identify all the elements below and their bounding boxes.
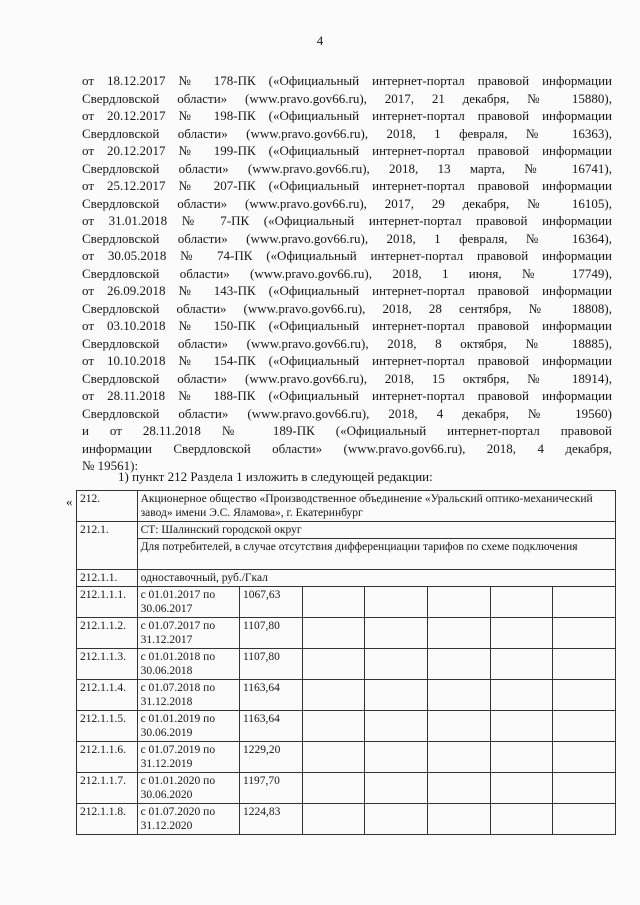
table-row bbox=[77, 587, 616, 618]
table-row bbox=[77, 522, 616, 539]
row-code: 212.1.1.6. bbox=[77, 742, 138, 773]
paragraph-line: Свердловской области» (www.pravo.gov66.ru), 2018, 1 февраля, № 16364), bbox=[82, 230, 612, 246]
tariff-value: 1107,80 bbox=[239, 618, 302, 649]
empty-cell bbox=[490, 618, 553, 649]
organization-name: Акционерное общество «Производственное объединение «Уральский оптико-механический завод» имени Э.С. Яламова», г. Екатеринбург bbox=[137, 491, 615, 522]
paragraph-line: Свердловской области» (www.pravo.gov66.ru), 2017, 21 декабря, № 15880), bbox=[82, 90, 612, 106]
row-code: 212.1.1.8. bbox=[77, 804, 138, 835]
empty-cell bbox=[302, 618, 365, 649]
empty-cell bbox=[427, 649, 490, 680]
period: с 01.07.2019 по 31.12.2019 bbox=[137, 742, 239, 773]
paragraph-line: Свердловской области» (www.pravo.gov66.ru), 2018, 1 февраля, № 16363), bbox=[82, 125, 612, 141]
empty-cell bbox=[302, 649, 365, 680]
empty-cell bbox=[302, 587, 365, 618]
paragraph-line: от 28.11.2018 № 188-ПК («Официальный интернет-портал правовой информации bbox=[82, 388, 612, 403]
paragraph-line: от 20.12.2017 № 198-ПК («Официальный интернет-портал правовой информации bbox=[82, 108, 612, 123]
table-row bbox=[77, 539, 616, 570]
empty-cell bbox=[553, 587, 616, 618]
empty-cell bbox=[553, 649, 616, 680]
period: с 01.07.2017 по 31.12.2017 bbox=[137, 618, 239, 649]
row-code: 212.1.1.5. bbox=[77, 711, 138, 742]
period: с 01.01.2020 по 30.06.2020 bbox=[137, 773, 239, 804]
empty-cell bbox=[553, 773, 616, 804]
paragraph-line: от 10.10.2018 № 154-ПК («Официальный интернет-портал правовой информации bbox=[82, 353, 612, 368]
tariff-value: 1229,20 bbox=[239, 742, 302, 773]
period: с 01.07.2018 по 31.12.2018 bbox=[137, 680, 239, 711]
paragraph-line: Свердловской области» (www.pravo.gov66.ru), 2018, 13 марта, № 16741), bbox=[82, 160, 612, 176]
empty-cell bbox=[427, 773, 490, 804]
paragraph-line: от 03.10.2018 № 150-ПК («Официальный интернет-портал правовой информации bbox=[82, 318, 612, 333]
table-row bbox=[77, 491, 616, 522]
empty-cell bbox=[427, 804, 490, 835]
empty-cell bbox=[490, 587, 553, 618]
paragraph-line: от 20.12.2017 № 199-ПК («Официальный интернет-портал правовой информации bbox=[82, 143, 612, 158]
empty-cell bbox=[365, 773, 428, 804]
empty-cell bbox=[302, 680, 365, 711]
empty-cell bbox=[490, 742, 553, 773]
row-code: 212. bbox=[77, 491, 138, 522]
empty-cell bbox=[553, 680, 616, 711]
tariff-value: 1163,64 bbox=[239, 711, 302, 742]
table-row bbox=[77, 804, 616, 835]
empty-cell bbox=[365, 804, 428, 835]
empty-cell bbox=[302, 711, 365, 742]
empty-cell bbox=[490, 711, 553, 742]
empty-cell bbox=[365, 711, 428, 742]
table-row bbox=[77, 742, 616, 773]
row-code: 212.1. bbox=[77, 522, 138, 570]
empty-cell bbox=[490, 804, 553, 835]
period: с 01.01.2017 по 30.06.2017 bbox=[137, 587, 239, 618]
row-code: 212.1.1.7. bbox=[77, 773, 138, 804]
tariff-type: одноставочный, руб./Гкал bbox=[137, 570, 615, 587]
empty-cell bbox=[427, 680, 490, 711]
empty-cell bbox=[365, 649, 428, 680]
paragraph-line: Свердловской области» (www.pravo.gov66.ru), 2018, 28 сентября, № 18808), bbox=[82, 300, 612, 316]
empty-cell bbox=[302, 742, 365, 773]
tariff-value: 1197,70 bbox=[239, 773, 302, 804]
empty-cell bbox=[490, 680, 553, 711]
empty-cell bbox=[427, 587, 490, 618]
empty-cell bbox=[490, 649, 553, 680]
table-row bbox=[77, 711, 616, 742]
empty-cell bbox=[427, 742, 490, 773]
empty-cell bbox=[553, 618, 616, 649]
tariff-value: 1224,83 bbox=[239, 804, 302, 835]
consumer-category: Для потребителей, в случае отсутствия дифференциации тарифов по схеме подключения bbox=[137, 539, 615, 570]
tariff-value: 1163,64 bbox=[239, 680, 302, 711]
empty-cell bbox=[553, 742, 616, 773]
amendment-paragraph bbox=[82, 72, 612, 475]
table-row bbox=[77, 680, 616, 711]
empty-cell bbox=[365, 742, 428, 773]
paragraph-line: Свердловской области» (www.pravo.gov66.ru), 2018, 15 октября, № 18914), bbox=[82, 370, 612, 386]
paragraph-line: от 25.12.2017 № 207-ПК («Официальный интернет-портал правовой информации bbox=[82, 178, 612, 193]
row-code: 212.1.1.2. bbox=[77, 618, 138, 649]
paragraph-line: Свердловской области» (www.pravo.gov66.ru), 2018, 8 октября, № 18885), bbox=[82, 335, 612, 351]
paragraph-line: информации Свердловской области» (www.pravo.gov66.ru), 2018, 4 декабря, bbox=[82, 440, 612, 456]
empty-cell bbox=[553, 804, 616, 835]
empty-cell bbox=[490, 773, 553, 804]
row-code: 212.1.1.1. bbox=[77, 587, 138, 618]
table-row bbox=[77, 649, 616, 680]
empty-cell bbox=[365, 618, 428, 649]
paragraph-line: № 19561): bbox=[82, 458, 139, 473]
tariff-value: 1067,63 bbox=[239, 587, 302, 618]
row-code: 212.1.1. bbox=[77, 570, 138, 587]
tariff-value: 1107,80 bbox=[239, 649, 302, 680]
empty-cell bbox=[553, 711, 616, 742]
tariff-table bbox=[76, 490, 616, 835]
row-code: 212.1.1.4. bbox=[77, 680, 138, 711]
territory: СТ: Шалинский городской округ bbox=[137, 522, 615, 539]
paragraph-line: Свердловской области» (www.pravo.gov66.ru), 2018, 4 декабря, № 19560) bbox=[82, 405, 612, 421]
empty-cell bbox=[302, 804, 365, 835]
period: с 01.01.2018 по 30.06.2018 bbox=[137, 649, 239, 680]
period: с 01.07.2020 по 31.12.2020 bbox=[137, 804, 239, 835]
paragraph-line: Свердловской области» (www.pravo.gov66.ru), 2017, 29 декабря, № 16105), bbox=[82, 195, 612, 211]
empty-cell bbox=[427, 618, 490, 649]
paragraph-line: и от 28.11.2018 № 189-ПК («Официальный интернет-портал правовой bbox=[82, 423, 612, 438]
paragraph-line: от 18.12.2017 № 178-ПК («Официальный интернет-портал правовой информации bbox=[82, 73, 612, 88]
item-heading: 1) пункт 212 Раздела 1 изложить в следующей редакции: bbox=[118, 469, 433, 484]
empty-cell bbox=[427, 711, 490, 742]
table-row bbox=[77, 618, 616, 649]
page-number: 4 bbox=[316, 33, 324, 48]
table-row bbox=[77, 773, 616, 804]
period: с 01.01.2019 по 30.06.2019 bbox=[137, 711, 239, 742]
empty-cell bbox=[365, 680, 428, 711]
empty-cell bbox=[302, 773, 365, 804]
paragraph-line: Свердловской области» (www.pravo.gov66.ru), 2018, 1 июня, № 17749), bbox=[82, 265, 612, 281]
table-row bbox=[77, 570, 616, 587]
opening-quote: « bbox=[66, 494, 73, 509]
paragraph-line: от 26.09.2018 № 143-ПК («Официальный интернет-портал правовой информации bbox=[82, 283, 612, 298]
paragraph-line: от 30.05.2018 № 74-ПК («Официальный интернет-портал правовой информации bbox=[82, 248, 612, 263]
empty-cell bbox=[365, 587, 428, 618]
paragraph-line: от 31.01.2018 № 7-ПК («Официальный интернет-портал правовой информации bbox=[82, 213, 612, 228]
row-code: 212.1.1.3. bbox=[77, 649, 138, 680]
